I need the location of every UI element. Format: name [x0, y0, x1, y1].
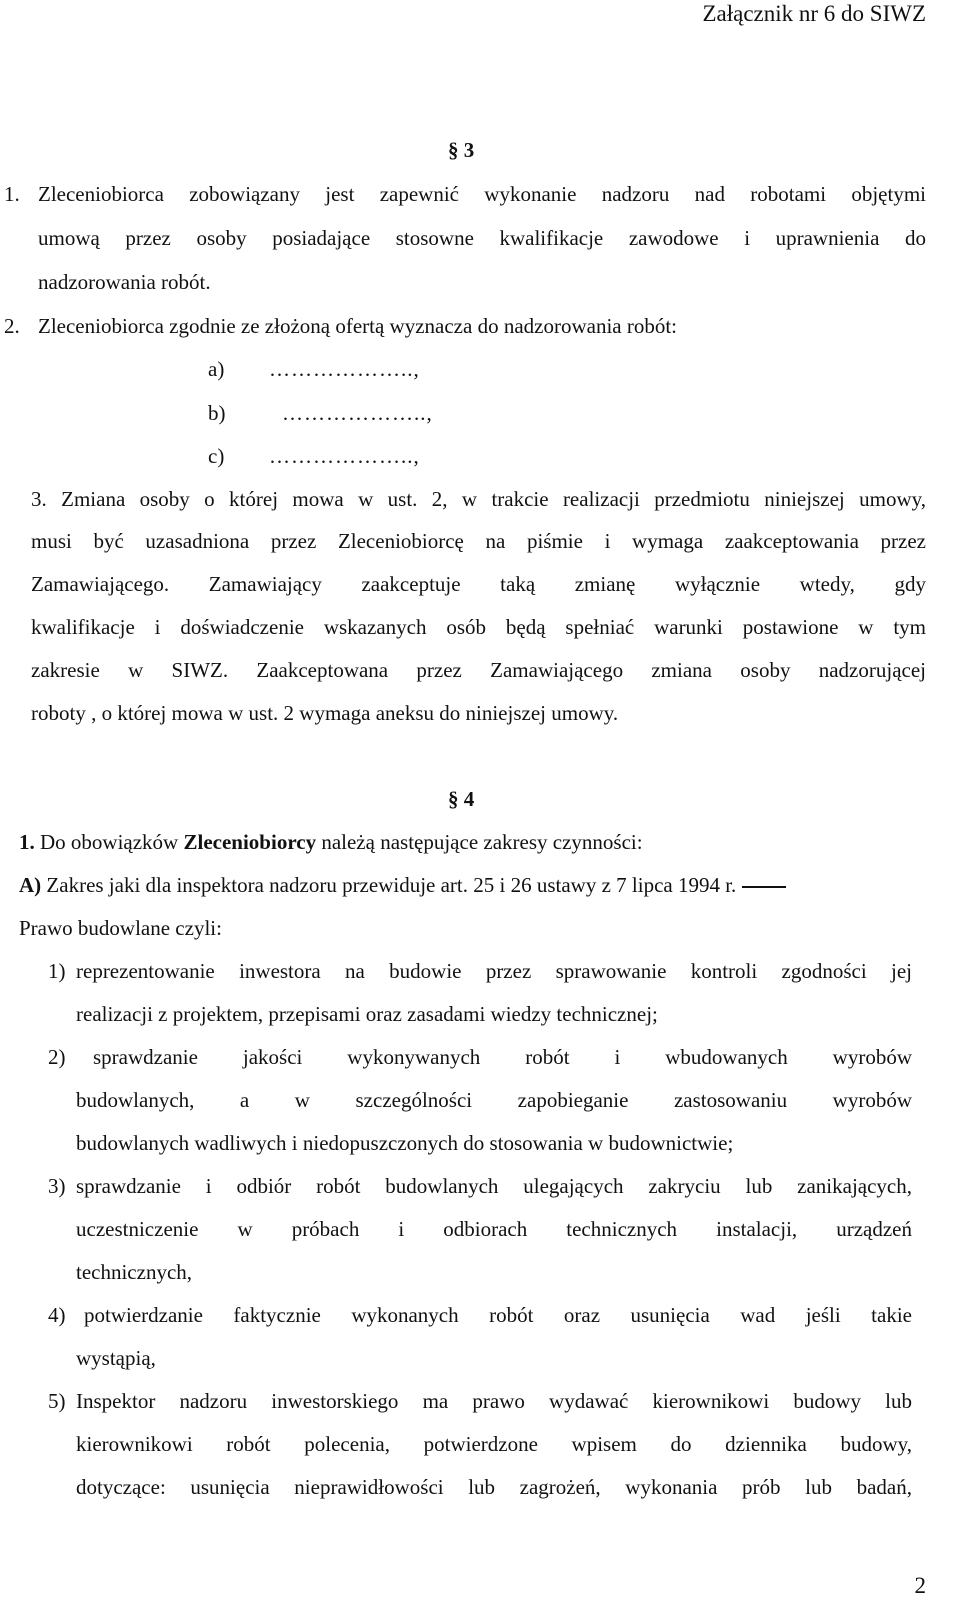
list-item-line: budowlanych wadliwych i niedopuszczonych do stosowania w budownictwie; — [76, 1131, 734, 1155]
s3-item3-line: 3. Zmiana osoby o której mowa w ust. 2, w trakcie realizacji przedmiotu niniejszej umowy, — [31, 487, 926, 511]
list-item-line: reprezentowanie inwestora na budowie przez sprawowanie kontroli zgodności jej — [76, 959, 912, 983]
list-item-line: uczestniczenie w próbach i odbiorach technicznych instalacji, urządzeń — [76, 1217, 912, 1241]
list-item-line: realizacji z projektem, przepisami oraz zasadami wiedzy technicznej; — [76, 1002, 658, 1026]
list-item-line: potwierdzanie faktycznie wykonanych robót oraz usunięcia wad jeśli takie — [84, 1303, 912, 1327]
s3-item3-line: zakresie w SIWZ. Zaakceptowana przez Zamawiającego zmiana osoby nadzorującej — [31, 658, 926, 682]
s3-item1-number: 1. — [4, 182, 20, 206]
list-item-line: budowlanych, a w szczególności zapobieganie zastosowaniu wyrobów — [76, 1088, 912, 1112]
s3-item1-line: Zleceniobiorca zobowiązany jest zapewnić wykonanie nadzoru nad robotami objętymi — [38, 182, 926, 206]
s3-sub-value-c: ……………….., — [269, 444, 420, 468]
list-number: 3) — [48, 1174, 66, 1198]
s4-part-a-line2: Prawo budowlane czyli: — [19, 916, 222, 940]
list-number: 2) — [48, 1045, 66, 1069]
s3-item3-line: musi być uzasadniona przez Zleceniobiorcę na piśmie i wymaga zaakceptowania przez — [31, 529, 926, 553]
s3-item1-line: umową przez osoby posiadające stosowne kwalifikacje zawodowe i uprawnienia do — [38, 226, 926, 250]
s4-item1: 1. Do obowiązków Zleceniobiorcy należą następujące zakresy czynności: — [19, 830, 643, 854]
list-number: 5) — [48, 1389, 66, 1413]
s3-sub-label-c: c) — [208, 444, 225, 468]
list-number: 1) — [48, 959, 66, 983]
s3-item1-line: nadzorowania robót. — [38, 270, 211, 294]
list-number: 4) — [48, 1303, 66, 1327]
list-item-line: sprawdzanie i odbiór robót budowlanych ulegających zakryciu lub zanikających, — [76, 1174, 912, 1198]
list-item-line: wystąpią, — [76, 1346, 156, 1370]
em-dash-rule — [742, 886, 786, 888]
list-item-line: kierownikowi robót polecenia, potwierdzone wpisem do dziennika budowy, — [76, 1432, 912, 1456]
page-number: 2 — [914, 1573, 926, 1598]
attachment-label: Załącznik nr 6 do SIWZ — [702, 1, 926, 26]
s3-item3-line: kwalifikacje i doświadczenie wskazanych osób będą spełniać warunki postawione w tym — [31, 615, 926, 639]
s3-item2-text: Zleceniobiorca zgodnie ze złożoną ofertą wyznacza do nadzorowania robót: — [38, 314, 678, 338]
s4-part-a: A) Zakres jaki dla inspektora nadzoru przewiduje art. 25 i 26 ustawy z 7 lipca 1994 r. — [19, 872, 786, 898]
list-item-line: dotyczące: usunięcia nieprawidłowości lub zagrożeń, wykonania prób lub badań, — [76, 1475, 912, 1499]
list-item-line: sprawdzanie jakości wykonywanych robót i wbudowanych wyrobów — [93, 1045, 912, 1069]
s3-sub-label-b: b) — [208, 401, 226, 425]
section-3-heading: § 3 — [448, 138, 475, 162]
s3-sub-value-a: ……………….., — [269, 357, 420, 381]
s3-sub-value-b: ……………….., — [282, 401, 433, 425]
s3-sub-label-a: a) — [208, 357, 225, 381]
s3-item2-number: 2. — [4, 314, 20, 338]
s3-item3-line: roboty , o której mowa w ust. 2 wymaga aneksu do niniejszej umowy. — [31, 701, 619, 725]
s3-item3-line: Zamawiającego. Zamawiający zaakceptuje taką zmianę wyłącznie wtedy, gdy — [31, 572, 926, 596]
section-4-heading: § 4 — [448, 787, 475, 811]
list-item-line: technicznych, — [76, 1260, 193, 1284]
list-item-line: Inspektor nadzoru inwestorskiego ma prawo wydawać kierownikowi budowy lub — [76, 1389, 912, 1413]
